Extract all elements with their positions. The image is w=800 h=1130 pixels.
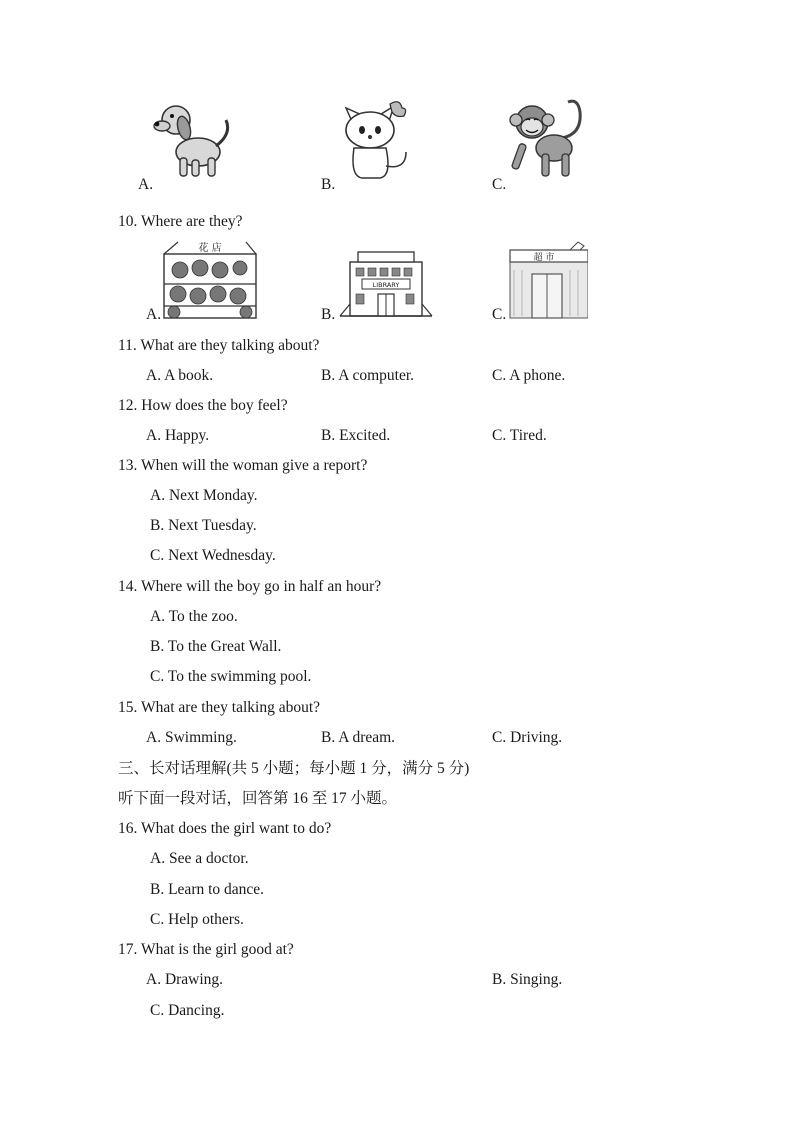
flower-shop-sign: 花 店: [198, 243, 222, 254]
q12-option-c[interactable]: C. Tired.: [492, 427, 547, 444]
q11-option-c[interactable]: C. A phone.: [492, 367, 566, 384]
q16-question: 16. What does the girl want to do?: [118, 820, 332, 837]
q10-option-c-letter[interactable]: C.: [492, 306, 507, 323]
q15-option-a[interactable]: A. Swimming.: [146, 729, 237, 746]
library-image: [338, 248, 434, 320]
q9-option-c-letter[interactable]: C.: [492, 176, 507, 193]
q12-option-b[interactable]: B. Excited.: [321, 427, 391, 444]
dog-icon: [152, 98, 236, 182]
q12-option-a[interactable]: A. Happy.: [146, 427, 210, 444]
q16-option-a[interactable]: A. See a doctor.: [150, 850, 249, 867]
q11-option-a[interactable]: A. A book.: [146, 367, 214, 384]
q15-option-c[interactable]: C. Driving.: [492, 729, 563, 746]
q14-question: 14. Where will the boy go in half an hour?: [118, 578, 382, 595]
q17-option-c[interactable]: C. Dancing.: [150, 1002, 225, 1019]
q14-option-c[interactable]: C. To the swimming pool.: [150, 668, 312, 685]
q13-option-c[interactable]: C. Next Wednesday.: [150, 547, 276, 564]
flower-shop-image: [162, 240, 260, 320]
supermarket-icon: [508, 240, 588, 320]
q15-question: 15. What are they talking about?: [118, 699, 321, 716]
kitten-icon: [336, 96, 416, 182]
monkey-icon: [508, 94, 588, 182]
library-icon: [338, 248, 434, 320]
q14-option-a[interactable]: A. To the zoo.: [150, 608, 238, 625]
q16-option-b[interactable]: B. Learn to dance.: [150, 881, 265, 898]
kitten-image: [336, 96, 416, 182]
section3-heading: 三、长对话理解(共 5 小题；每小题 1 分，满分 5 分): [118, 760, 470, 777]
supermarket-sign: 超 市: [533, 253, 555, 263]
q17-question: 17. What is the girl good at?: [118, 941, 294, 958]
q9-option-a-letter[interactable]: A.: [138, 176, 154, 193]
q10-option-a-letter[interactable]: A.: [146, 306, 162, 323]
q16-option-c[interactable]: C. Help others.: [150, 911, 244, 928]
q17-option-b[interactable]: B. Singing.: [492, 971, 563, 988]
q11-question: 11. What are they talking about?: [118, 337, 320, 354]
dog-image: [152, 98, 236, 182]
section3-instruction: 听下面一段对话，回答第 16 至 17 小题。: [118, 790, 398, 807]
q10-question: 10. Where are they?: [118, 213, 243, 230]
q10-option-b-letter[interactable]: B.: [321, 306, 336, 323]
q13-question: 13. When will the woman give a report?: [118, 457, 368, 474]
q12-question: 12. How does the boy feel?: [118, 397, 288, 414]
library-sign: LIBRARY: [372, 281, 400, 289]
q11-option-b[interactable]: B. A computer.: [321, 367, 414, 384]
q14-option-b[interactable]: B. To the Great Wall.: [150, 638, 282, 655]
q13-option-b[interactable]: B. Next Tuesday.: [150, 517, 257, 534]
q13-option-a[interactable]: A. Next Monday.: [150, 487, 258, 504]
monkey-image: [508, 94, 588, 182]
supermarket-image: [508, 240, 588, 320]
q15-option-b[interactable]: B. A dream.: [321, 729, 396, 746]
q9-option-b-letter[interactable]: B.: [321, 176, 336, 193]
q17-option-a[interactable]: A. Drawing.: [146, 971, 224, 988]
flower-shop-icon: [162, 240, 260, 320]
